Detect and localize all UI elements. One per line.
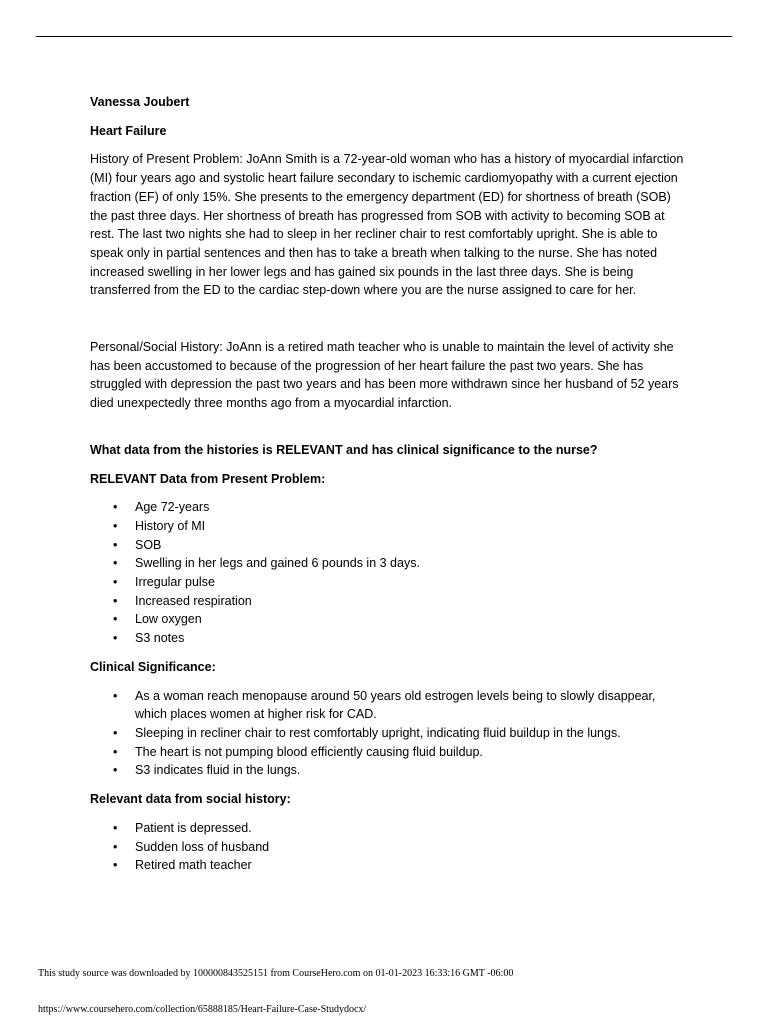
list-item: • The heart is not pumping blood efficiently causing fluid buildup. bbox=[135, 743, 688, 762]
list-item: • Patient is depressed. bbox=[135, 819, 688, 838]
list-item: • SOB bbox=[135, 536, 688, 555]
source-url-link[interactable]: https://www.coursehero.com/collection/65888185/Heart-Failure-Case-Studydocx/ bbox=[38, 1004, 367, 1015]
spacer bbox=[90, 310, 688, 338]
relevant-present-heading: RELEVANT Data from Present Problem: bbox=[90, 471, 326, 486]
author-name: Vanessa Joubert bbox=[90, 95, 190, 109]
document-title: Heart Failure bbox=[90, 123, 167, 138]
document-body bbox=[90, 93, 688, 885]
header-rule bbox=[36, 36, 732, 37]
list-item: • Sleeping in recliner chair to rest comfortably upright, indicating fluid buildup in the lungs. bbox=[135, 724, 688, 743]
clinical-significance-heading: Clinical Significance: bbox=[90, 659, 216, 674]
list-item: • Low oxygen bbox=[135, 610, 688, 629]
social-history-paragraph: Personal/Social History: JoAnn is a retired math teacher who is unable to maintain the level of activity she has been accustomed to because of the progression of her heart failure the past two years. She has struggled with depression the past two years and has been more withdrawn since her husband of 52 years died unexpectedly three months ago from a myocardial infarction. bbox=[90, 340, 679, 411]
list-item: • Age 72-years bbox=[135, 498, 688, 517]
list-item: • As a woman reach menopause around 50 years old estrogen levels being to slowly disappear, which places women at higher risk for CAD. bbox=[135, 687, 688, 724]
list-item: • S3 indicates fluid in the lungs. bbox=[135, 761, 688, 780]
list-item: • Increased respiration bbox=[135, 592, 688, 611]
social-relevant-list bbox=[90, 819, 688, 875]
list-item: • Sudden loss of husband bbox=[135, 838, 688, 857]
download-note: This study source was downloaded by 100000843525151 from CourseHero.com on 01-01-2023 16:33:16 GMT -06:00 bbox=[38, 968, 514, 979]
list-item: • Retired math teacher bbox=[135, 856, 688, 875]
spacer bbox=[90, 423, 688, 441]
present-problem-paragraph: History of Present Problem: JoAnn Smith is a 72-year-old woman who has a history of myocardial infarction (MI) four years ago and systolic heart failure secondary to ischemic cardiomyopathy with a current ejection fraction (EF) of only 15%. She presents to the emergency department (ED) for shortness of breath (SOB) the past three days. Her shortness of breath has progressed from SOB with activity to becoming SOB at rest. The last two nights she had to sleep in her recliner chair to rest comfortably upright. She is able to speak only in partial sentences and then has to take a breath when talking to the nurse. She has noted increased swelling in her lower legs and has gained six pounds in the last three days. She is being transferred from the ED to the cardiac step-down where you are the nurse assigned to care for her. bbox=[90, 152, 684, 298]
list-item: • History of MI bbox=[135, 517, 688, 536]
social-relevant-heading: Relevant data from social history: bbox=[90, 792, 291, 807]
question-heading: What data from the histories is RELEVANT and has clinical significance to the nurse? bbox=[90, 442, 598, 457]
clinical-significance-list bbox=[90, 687, 688, 781]
list-item: • Swelling in her legs and gained 6 pounds in 3 days. bbox=[135, 554, 688, 573]
relevant-present-list bbox=[90, 498, 688, 648]
list-item: • S3 notes bbox=[135, 629, 688, 648]
list-item: • Irregular pulse bbox=[135, 573, 688, 592]
